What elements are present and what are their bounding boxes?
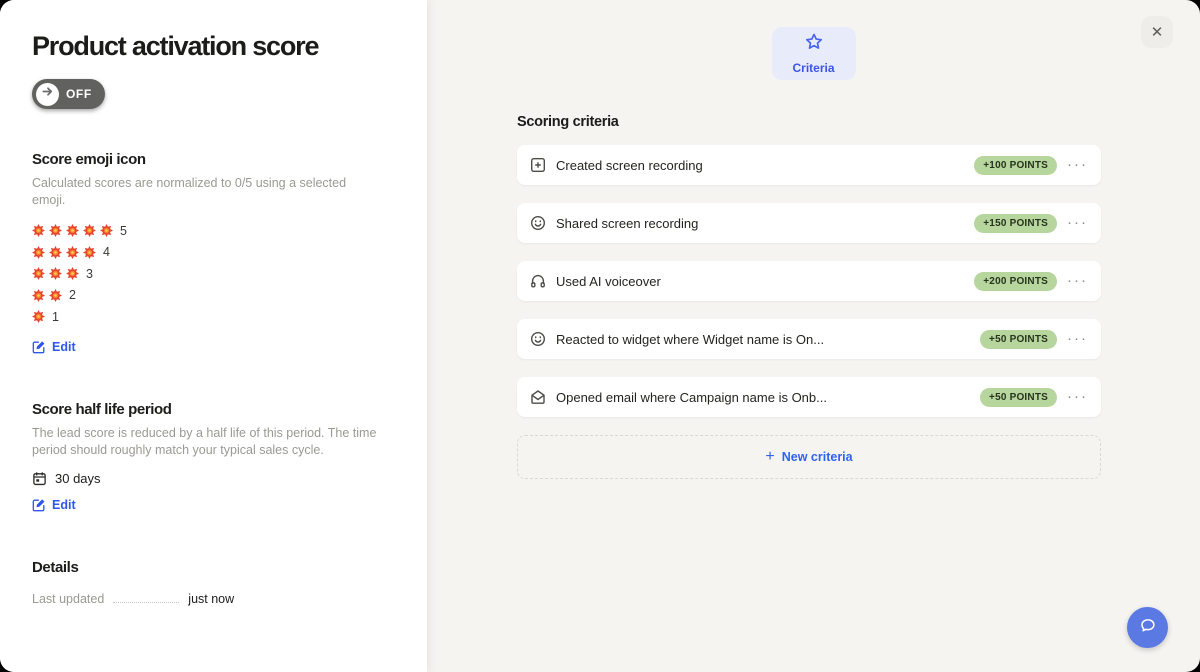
emoji-section-description: Calculated scores are normalized to 0/5 using a selected emoji. bbox=[32, 176, 347, 207]
criteria-content bbox=[517, 114, 1101, 479]
criteria-card[interactable] bbox=[517, 319, 1101, 359]
more-menu-icon[interactable]: ··· bbox=[1067, 388, 1088, 405]
points-badge: +50 POINTS bbox=[980, 388, 1057, 407]
headphones-icon bbox=[530, 273, 546, 289]
more-menu-icon[interactable]: ··· bbox=[1067, 330, 1088, 347]
emoji-score-row bbox=[32, 263, 395, 285]
burst-emoji-icon bbox=[32, 289, 45, 302]
burst-emoji-icon bbox=[66, 246, 79, 259]
burst-emoji-icon bbox=[83, 224, 96, 237]
emoji-score-row bbox=[32, 242, 395, 264]
tab-criteria-label: Criteria bbox=[792, 61, 835, 75]
criteria-label: Reacted to widget where Widget name is On... bbox=[556, 331, 825, 347]
more-menu-icon[interactable]: ··· bbox=[1067, 156, 1088, 173]
emoji-score-row bbox=[32, 285, 395, 307]
emoji-score-number: 1 bbox=[52, 309, 59, 324]
last-updated-label: Last updated bbox=[32, 591, 105, 606]
burst-emoji-icon bbox=[49, 246, 62, 259]
smiley-icon bbox=[530, 215, 546, 231]
burst-emoji-icon bbox=[49, 267, 62, 280]
emoji-score-row bbox=[32, 220, 395, 242]
new-criteria-label: New criteria bbox=[781, 450, 853, 464]
activation-toggle[interactable] bbox=[32, 79, 105, 109]
close-icon: ✕ bbox=[1150, 24, 1164, 41]
edit-pencil-icon bbox=[32, 340, 46, 354]
edit-pencil-icon bbox=[32, 498, 46, 512]
arrow-right-icon bbox=[41, 85, 54, 103]
emoji-score-number: 5 bbox=[120, 223, 127, 238]
points-badge: +150 POINTS bbox=[974, 214, 1057, 233]
points-badge: +200 POINTS bbox=[974, 272, 1057, 291]
burst-emoji-icon bbox=[32, 310, 45, 323]
burst-emoji-icon bbox=[100, 224, 113, 237]
half-life-section-heading: Score half life period bbox=[32, 400, 172, 418]
criteria-card[interactable] bbox=[517, 203, 1101, 243]
criteria-list bbox=[517, 145, 1101, 417]
new-criteria-button[interactable] bbox=[517, 435, 1101, 479]
criteria-label: Used AI voiceover bbox=[556, 273, 661, 289]
more-menu-icon[interactable]: ··· bbox=[1067, 214, 1088, 231]
dotted-leader bbox=[113, 602, 179, 603]
criteria-card[interactable] bbox=[517, 377, 1101, 417]
star-icon bbox=[804, 32, 824, 57]
edit-half-life-button[interactable] bbox=[32, 498, 76, 512]
emoji-section-heading: Score emoji icon bbox=[32, 151, 146, 168]
emoji-score-number: 4 bbox=[103, 245, 110, 260]
points-badge: +100 POINTS bbox=[974, 156, 1057, 175]
criteria-card[interactable] bbox=[517, 145, 1101, 185]
half-life-value-text: 30 days bbox=[55, 470, 101, 486]
half-life-section-description: The lead score is reduced by a half life of this period. The time period should roughly match your typical sales cycle. bbox=[32, 425, 377, 457]
chat-launcher-button[interactable] bbox=[1127, 607, 1168, 648]
burst-emoji-icon bbox=[66, 267, 79, 280]
emoji-score-row bbox=[32, 306, 395, 328]
burst-emoji-icon bbox=[83, 246, 96, 259]
mail-open-icon bbox=[530, 389, 546, 405]
burst-emoji-icon bbox=[32, 246, 45, 259]
plus-square-icon bbox=[530, 157, 546, 173]
page-title: Product activation score bbox=[32, 31, 319, 61]
emoji-score-rows bbox=[32, 220, 395, 328]
smiley-icon bbox=[530, 331, 546, 347]
criteria-label: Created screen recording bbox=[556, 157, 703, 173]
half-life-value bbox=[32, 471, 395, 486]
toggle-knob bbox=[36, 83, 59, 106]
criteria-label: Shared screen recording bbox=[556, 215, 699, 231]
burst-emoji-icon bbox=[49, 289, 62, 302]
burst-emoji-icon bbox=[32, 224, 45, 237]
emoji-score-number: 2 bbox=[69, 288, 76, 303]
last-updated-row bbox=[32, 592, 395, 606]
points-badge: +50 POINTS bbox=[980, 330, 1057, 349]
criteria-label: Opened email where Campaign name is Onb... bbox=[556, 389, 827, 405]
scoring-criteria-heading: Scoring criteria bbox=[517, 114, 619, 130]
burst-emoji-icon bbox=[32, 267, 45, 280]
edit-label: Edit bbox=[52, 339, 76, 354]
calendar-icon bbox=[32, 471, 47, 486]
burst-emoji-icon bbox=[66, 224, 79, 237]
close-button[interactable] bbox=[1141, 16, 1173, 48]
tab-criteria[interactable] bbox=[772, 27, 856, 80]
more-menu-icon[interactable]: ··· bbox=[1067, 272, 1088, 289]
edit-label: Edit bbox=[52, 497, 76, 512]
criteria-panel bbox=[427, 0, 1200, 672]
plus-icon: + bbox=[765, 448, 775, 465]
toggle-state-label: OFF bbox=[66, 87, 92, 101]
burst-emoji-icon bbox=[49, 224, 62, 237]
emoji-score-number: 3 bbox=[86, 266, 93, 281]
criteria-card[interactable] bbox=[517, 261, 1101, 301]
last-updated-value: just now bbox=[188, 591, 235, 606]
chat-bubble-icon bbox=[1137, 615, 1158, 641]
settings-panel bbox=[0, 0, 427, 672]
edit-emoji-button[interactable] bbox=[32, 340, 76, 354]
details-section-heading: Details bbox=[32, 558, 79, 576]
